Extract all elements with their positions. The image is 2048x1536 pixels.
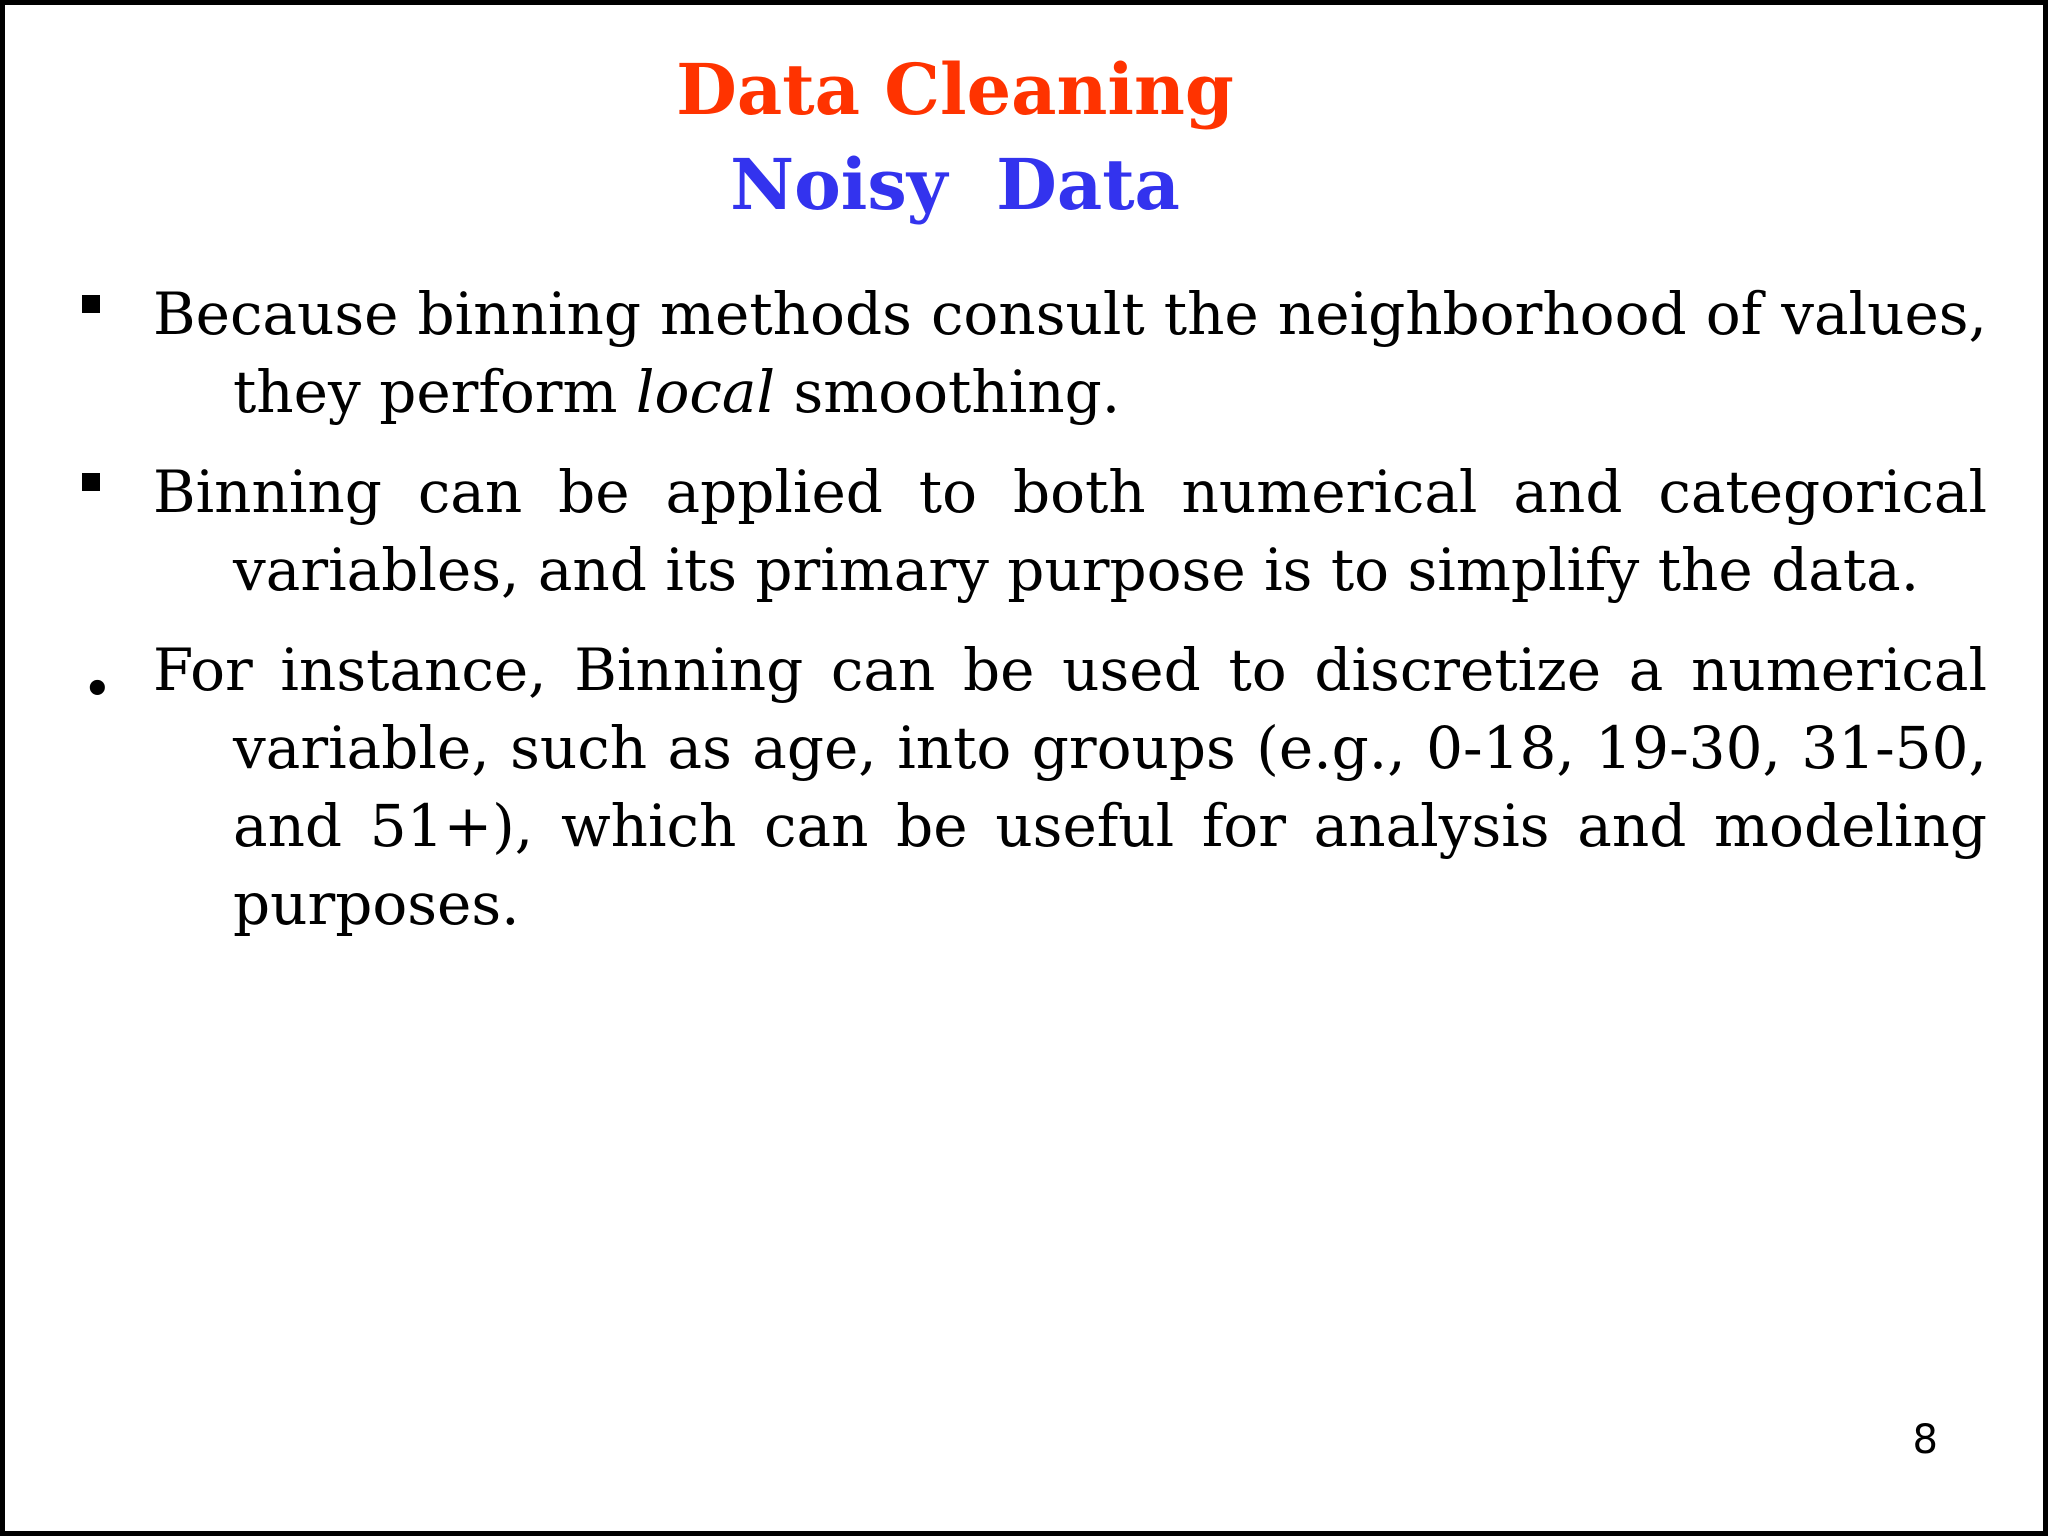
bullet-item <box>65 453 1987 609</box>
bullet-list <box>65 275 1987 965</box>
dot-bullet-icon: • <box>82 660 113 720</box>
slide-subtitle: Noisy Data <box>730 143 1180 226</box>
bullet-item <box>65 631 1987 943</box>
bullet-text: Binning can be applied to both numerical and categorical variables, and its primary purpose is to simplify the data. <box>153 458 1987 604</box>
slide-title: Data Cleaning <box>676 48 1234 131</box>
bullet-text: For instance, Binning can be used to discretize a numerical variable, such as age, into groups (e.g., 0-18, 19-30, 31-50, and 51+), which can be useful for analysis and modeling purposes. <box>153 636 1987 938</box>
emphasis-text: local <box>635 358 776 426</box>
square-bullet-icon <box>82 295 100 313</box>
square-bullet-icon <box>82 473 100 491</box>
page-number: 8 <box>1912 1417 1938 1463</box>
bullet-text: Because binning methods consult the neighborhood of values, they perform local smoothing. <box>153 280 1987 426</box>
bullet-item <box>65 275 1987 431</box>
